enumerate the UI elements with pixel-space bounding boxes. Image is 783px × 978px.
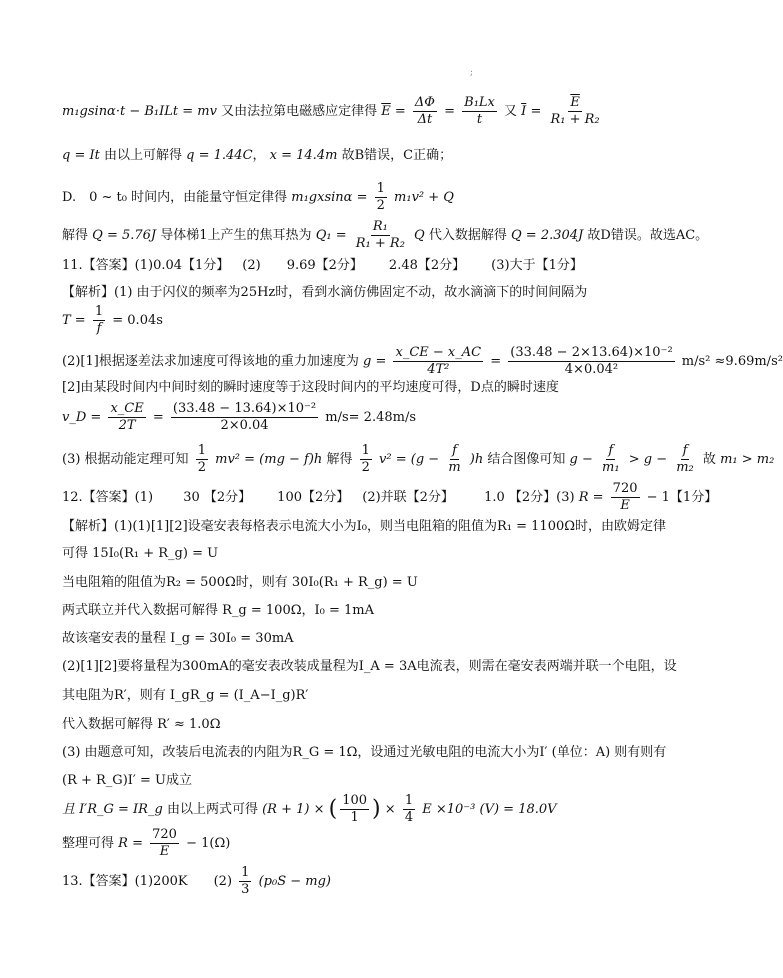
fraction: $\frac{x\_CE}{2T}$ — [110, 401, 144, 433]
emf-symbol: $\overline{E}$ — [381, 104, 391, 119]
fraction: $\frac{f}{m}$ — [448, 443, 461, 475]
line-2: q = It 由以上可解得 q = 1.44C， x = 14.4m 故B错误，C正确； — [62, 148, 453, 163]
analysis-12-11: 且 I′R_G = IR_g 由以上两式可得 (R + 1) × ( $\frac{100}{1}$ ) × $\frac{1}{4}$ E ×10⁻³ (V) = 18.0V — [62, 793, 557, 825]
fraction: $\frac{x\_CE - x\_AC}{\text{4T²}}$ — [395, 345, 482, 377]
analysis-12-3: 当电阻箱的阻值为R₂ = 500Ω时，则有 30I₀(R₁ + R_g) = U — [62, 575, 418, 590]
analysis-12-10: (R + R_G)I′ = U成立 — [62, 773, 192, 788]
corner-mark: ; — [470, 68, 474, 78]
fraction: $\frac{1}{2}$ — [361, 443, 370, 475]
faraday-text: 又由法拉第电磁感应定律得 — [221, 104, 378, 119]
line-gravity: (2)[1]根据逐差法求加速度可得该地的重力加速度为 g = $\frac{x\_CE - x\_AC}{\text{4T²}}$ = $\frac{\text{(33.48 − 2×13.64)×10⁻²}}{\text{4×0.04²}}$ m/s² ≈9.69m/s² — [62, 345, 783, 377]
analysis-12-12: 整理可得 R = $\frac{720}{E}$ − 1(Ω) — [62, 827, 231, 859]
fraction: $\frac{100}{1}$ — [342, 793, 368, 825]
line-period: T = $\frac{1}{f}$ = 0.04s — [62, 304, 163, 336]
analysis-12-1: 【解析】(1)(1)[1][2]设毫安表每格表示电流大小为I₀，则当电阻箱的阻值为R₁ = 1100Ω时，由欧姆定律 — [62, 519, 667, 534]
fraction: $\frac{1}{2}$ — [376, 181, 385, 213]
fraction: $\frac{720}{E}$ — [612, 481, 638, 513]
fraction: $\frac{1}{2}$ — [197, 443, 206, 475]
analysis-12-7: 其电阻为R′，则有 I_gR_g = (I_A−I_g)R′ — [62, 688, 309, 703]
fraction: $\frac{1}{f}$ — [94, 304, 104, 336]
answer-12: 12.【答案】(1) 30 【2分】 100【2分】 (2)并联【2分】 1.0 【2分】(3) R = $\frac{720}{E}$ − 1【1分】 — [62, 481, 718, 513]
line-1: m₁gsinα·t − B₁ILt = mv 又由法拉第电磁感应定律得 $\overline{E}$ = $\frac{\Delta\Phi}{\Delta t}$ = $\frac{\text{B₁Lx}}{t}$ 又 $\overline{I}$ = $\frac{\overline{E}}{\text{R₁ + R₂}}$ — [62, 95, 600, 127]
analysis-12-2: 可得 15I₀(R₁ + R_g) = U — [62, 546, 219, 561]
answer-13: 13.【答案】(1)200K (2) $\frac{1}{3}$ (p₀S − mg) — [62, 865, 331, 897]
fraction: $\frac{720}{E}$ — [152, 827, 177, 859]
fraction: $\frac{f}{\text{m₁}}$ — [602, 443, 620, 475]
line-energy: (3) 根据动能定理可知 $\frac{1}{2}$ mv² = (mg − f)h 解得 $\frac{1}{2}$ v² = (g − $\frac{f}{m}$ )h 结合图像可知 g − $\frac{f}{\text{m₁}}$ > g − $\frac{f}{\text{m₂}}$ 故 m₁ > m₂ — [62, 443, 775, 475]
analysis-11-2: [2]由某段时间内中间时刻的瞬时速度等于这段时间内的平均速度可得，D点的瞬时速度 — [62, 380, 559, 395]
analysis-12-9: (3) 由题意可知，改装后电流表的内阻为R_G = 1Ω，设通过光敏电阻的电流大小为I′ (单位：A) 则有则有 — [62, 745, 667, 760]
fraction: $\frac{\text{R₁}}{\text{R₁ + R₂}}$ — [355, 219, 405, 251]
fraction: $\frac{\text{(33.48 − 13.64)×10⁻²}}{2\times 0.04}$ — [172, 401, 317, 433]
analysis-12-8: 代入数据可解得 R′ ≈ 1.0Ω — [62, 717, 221, 732]
fraction: $\frac{\overline{E}}{\text{R₁ + R₂}}$ — [550, 95, 600, 127]
analysis-12-6: (2)[1][2]要将量程为300mA的毫安表改装成量程为I_A = 3A电流表，则需在毫安表两端并联一个电阻，设 — [62, 659, 677, 674]
current-symbol: $\overline{I}$ — [521, 104, 527, 119]
fraction: $\frac{\text{B₁Lx}}{t}$ — [464, 95, 495, 127]
answer-11: 11.【答案】(1)0.04【1分】 (2) 9.69【2分】 2.48【2分】 (3)大于【1分】 — [62, 258, 583, 273]
analysis-12-5: 故该毫安表的量程 I_g = 30I₀ = 30mA — [62, 631, 294, 646]
analysis-12-4: 两式联立并代入数据可解得 R_g = 100Ω，I₀ = 1mA — [62, 603, 374, 618]
momentum-equation: m₁gsinα·t − B₁ILt = mv — [62, 104, 217, 119]
analysis-11-1: 【解析】(1) 由于闪仪的频率为25Hz时，看到水滴仿佛固定不动，故水滴滴下的时间间隔为 — [62, 285, 588, 300]
line-4: 解得 Q = 5.76J 导体梯1上产生的焦耳热为 Q₁ = $\frac{\text{R₁}}{\text{R₁ + R₂}}$ Q 代入数据解得 Q = 2.304J 故D错误。故选AC。 — [62, 219, 709, 251]
line-3: D. 0 ~ t₀ 时间内，由能量守恒定律得 m₁gxsinα = $\frac{1}{2}$ m₁v² + Q — [62, 181, 454, 213]
fraction: $\frac{\text{(33.48 − 2×13.64)×10⁻²}}{\text{4×0.04²}}$ — [510, 345, 673, 377]
fraction: $\frac{1}{3}$ — [241, 865, 250, 897]
fraction: $\frac{1}{4}$ — [404, 793, 414, 825]
line-velocity: v_D = $\frac{x\_CE}{2T}$ = $\frac{\text{(33.48 − 13.64)×10⁻²}}{2\times 0.04}$ m/s= 2.48m/s — [62, 401, 417, 433]
fraction: $\frac{f}{\text{m₂}}$ — [676, 443, 694, 475]
fraction: $\frac{\Delta\Phi}{\Delta t}$ — [414, 95, 435, 127]
